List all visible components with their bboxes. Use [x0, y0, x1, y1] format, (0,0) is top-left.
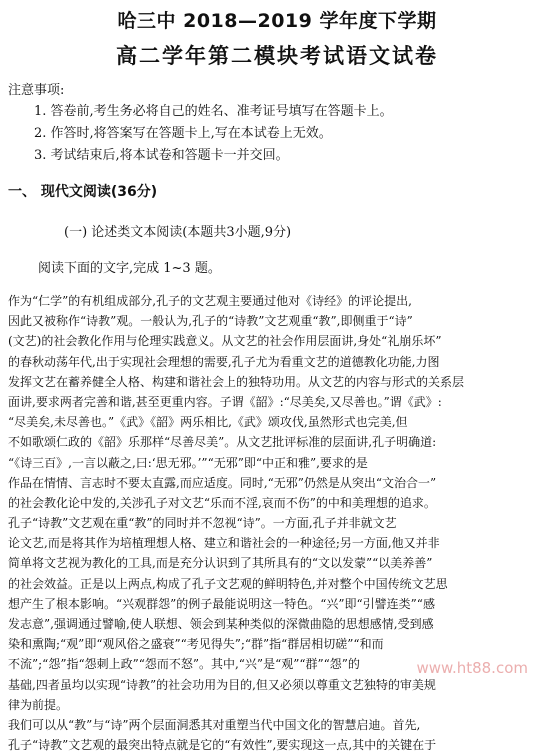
passage-line: 染和熏陶;“观”即“观风俗之盛衰”“考见得失”;“群”指“群居相切磋”“和而	[8, 637, 384, 652]
site-watermark: www.ht88.com	[416, 659, 528, 677]
passage-line: 想产生了根本影响。“兴观群怨”的例子最能说明这一特色。“兴”即“引譬连类”“感	[8, 596, 435, 611]
passage-line: 孔子“诗教”文艺观的最突出特点就是它的“有效性”,要实现这一点,其中的关键在于	[8, 738, 437, 753]
passage-line: 简单将文艺视为教化的工具,而是充分认识到了其所具有的“文以发蒙”“以美养善”	[8, 556, 433, 571]
section-heading: 一、 现代文阅读(36分)	[8, 184, 158, 200]
passage-line: 的社会教化论中发的,关涉孔子对文艺“乐而不淫,哀而不伤”的中和美理想的追求。	[8, 495, 436, 510]
exam-title: 哈三中 2018—2019 学年度下学期	[117, 10, 437, 32]
passage-line: 发志意”,强调通过譬喻,使人联想、领会到某种类似的深微曲隐的思想感情,受到感	[8, 617, 434, 631]
passage-line: 论文艺,而是将其作为培植理想人格、建立和谐社会的一种途径;另一方面,他又并非	[8, 536, 440, 551]
passage-line: 作品在情情、言志时不要太直露,而应适度。同时,“无邪”仍然是从突出“文治合一”	[8, 475, 437, 490]
notice-item: 3. 考试结束后,将本试卷和答题卡一并交回。	[34, 148, 289, 163]
passage-line: “尽美矣,未尽善也。”《武》《韶》两乐相比,《武》颂攻伐,虽然形式也完美,但	[8, 415, 408, 430]
passage-line: 不流”;“怨”指“怨刺上政”“怨而不怒”。其中,“兴”是“观”“群”“怨”的	[8, 657, 360, 672]
passage-line: 发挥文艺在蓄养健全人格、构建和谐社会上的独特功用。从文艺的内容与形式的关系层	[8, 374, 465, 389]
passage-line: (文艺)的社会教化作用与伦理实践意义。从文艺的社会作用层面讲,身处“礼崩乐坏”	[8, 334, 442, 349]
passage-line: 的社会效益。正是以上两点,构成了孔子文艺观的鲜明特色,并对整个中国传统文艺思	[8, 576, 448, 591]
passage-line: 不如歌颂仁政的《韶》乐那样“尽善尽美”。从文艺批评标准的层面讲,孔子明确道:	[8, 435, 437, 450]
passage-line: 因此又被称作“诗教”观。一般认为,孔子的“诗教”文艺观重“教”,即侧重于“诗”	[8, 314, 413, 329]
passage-line: 的春秋动荡年代,出于实现社会理想的需要,孔子尤为看重文艺的道德教化功能,力图	[8, 354, 440, 369]
reading-passage	[8, 291, 546, 755]
reading-instruction: 阅读下面的文字,完成 1~3 题。	[38, 261, 221, 276]
passage-line: 孔子“诗教”文艺观在重“教”的同时并不忽视“诗”。一方面,孔子并非就文艺	[8, 516, 397, 531]
subsection-heading: (一) 论述类文本阅读(本题共3小题,9分)	[64, 225, 292, 240]
passage-line: 我们可以从“教”与“诗”两个层面洞悉其对重塑当代中国文化的智慧启迪。首先,	[8, 717, 421, 732]
passage-line: “《诗三百》,一言以蔽之,曰:‘思无邪。’”“无邪”即“中正和雅”,要求的是	[8, 455, 368, 470]
notice-item: 2. 作答时,将答案写在答题卡上,写在本试卷上无效。	[34, 126, 332, 141]
notice-item: 1. 答卷前,考生务必将自己的姓名、准考证号填写在答题卡上。	[34, 104, 393, 119]
exam-subtitle: 高二学年第二模块考试语文试卷	[116, 44, 438, 68]
passage-line: 面讲,要求两者完善和谐,甚至更重内容。子谓《韶》:“尽美矣,又尽善也。”谓《武》:	[8, 394, 442, 409]
passage-line: 作为“仁学”的有机组成部分,孔子的文艺观主要通过他对《诗经》的评论提出,	[8, 294, 412, 308]
notice-heading: 注意事项:	[8, 83, 65, 98]
passage-line: 基础,四者虽均以实现“诗教”的社会功用为目的,但又必须以尊重文艺独特的审美规	[8, 677, 436, 692]
passage-line: 律为前提。	[8, 697, 69, 712]
